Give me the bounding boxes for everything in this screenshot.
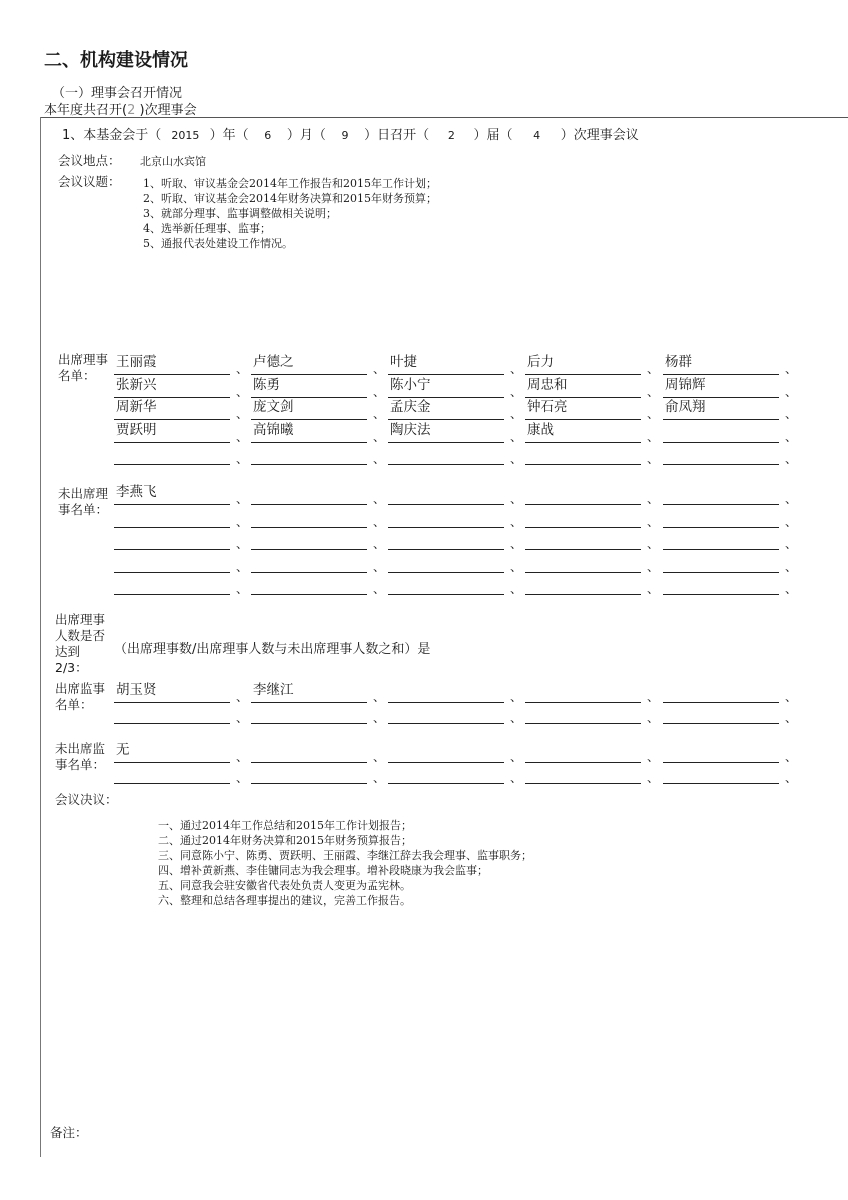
meeting-info-line (62, 124, 639, 143)
separator-mark: 、 (373, 407, 386, 421)
name-field: 陶庆法 (388, 420, 504, 443)
separator-mark: 、 (510, 514, 523, 529)
separator-mark: 、 (647, 429, 660, 444)
separator-mark: 、 (510, 362, 523, 376)
meeting-year: 2015 (171, 129, 200, 142)
name-field: 周新华 (114, 397, 230, 420)
separator-mark: 、 (236, 711, 249, 725)
separator-mark: 、 (236, 559, 249, 574)
separator-mark: 、 (236, 452, 249, 466)
name-field (525, 505, 641, 528)
name-field (388, 572, 504, 595)
name-field: 贾跃明 (114, 420, 230, 443)
name-field (388, 550, 504, 573)
separator-mark: 、 (785, 429, 798, 444)
name-field (663, 420, 779, 443)
separator-mark: 、 (373, 384, 386, 399)
name-field: 李继江 (251, 680, 367, 703)
name-field (251, 527, 367, 550)
annual-count-value: 2 (127, 103, 136, 118)
separator-mark: 、 (510, 690, 523, 704)
name-field (663, 680, 779, 703)
name-field (251, 482, 367, 505)
absent-supervisors-label: 未出席监 事名单： (55, 741, 106, 772)
separator-mark: 、 (785, 514, 798, 529)
separator-mark: 、 (647, 711, 660, 725)
separator-mark: 、 (373, 514, 386, 529)
separator-mark: 、 (373, 537, 386, 551)
name-field (114, 527, 230, 550)
annual-count-suffix: )次理事会 (135, 103, 197, 118)
name-field (251, 740, 367, 763)
name-field: 孟庆金 (388, 397, 504, 420)
name-field (525, 442, 641, 465)
meeting-day: 9 (341, 129, 349, 142)
separator-mark: 、 (510, 492, 523, 506)
meeting-day-unit: ）日召开（ (364, 128, 430, 143)
name-field (663, 505, 779, 528)
meeting-month: 6 (264, 129, 272, 142)
separator-mark: 、 (647, 537, 660, 551)
name-field: 周忠和 (525, 375, 641, 398)
separator-mark: 、 (373, 771, 386, 785)
name-field (251, 761, 367, 784)
name-field (525, 572, 641, 595)
separator-mark: 、 (647, 690, 660, 704)
name-field (388, 680, 504, 703)
separator-mark: 、 (647, 452, 660, 466)
separator-mark: 、 (373, 559, 386, 574)
meeting-term: 2 (447, 129, 455, 142)
topic-item: 3、就部分理事、监事调整做相关说明； (143, 207, 337, 220)
separator-mark: 、 (373, 711, 386, 725)
resolution-item: 六、整理和总结各理事提出的建议，完善工作报告。 (158, 894, 411, 907)
separator-mark: 、 (373, 690, 386, 704)
name-field (663, 527, 779, 550)
separator-mark: 、 (785, 492, 798, 506)
separator-mark: 、 (785, 362, 798, 376)
name-field (388, 505, 504, 528)
separator-mark: 、 (510, 582, 523, 596)
resolution-item: 一、通过2014年工作总结和2015年工作计划报告； (158, 819, 412, 832)
form-frame-top (40, 117, 848, 118)
name-field (525, 527, 641, 550)
separator-mark: 、 (785, 452, 798, 466)
separator-mark: 、 (510, 384, 523, 399)
meeting-month-unit: ）月（ (286, 128, 326, 143)
name-field: 周锦辉 (663, 375, 779, 398)
name-field (525, 701, 641, 724)
separator-mark: 、 (785, 537, 798, 551)
separator-mark: 、 (647, 514, 660, 529)
separator-mark: 、 (510, 559, 523, 574)
name-field (114, 572, 230, 595)
separator-mark: 、 (373, 492, 386, 506)
name-field (388, 740, 504, 763)
name-field (525, 680, 641, 703)
meeting-term-unit: ）届（ (473, 128, 513, 143)
name-field: 俞凤翔 (663, 397, 779, 420)
location-label: 会议地点： (58, 153, 121, 168)
separator-mark: 、 (373, 362, 386, 376)
name-field (525, 740, 641, 763)
name-field: 无 (114, 740, 230, 763)
separator-mark: 、 (785, 384, 798, 399)
name-field (663, 701, 779, 724)
name-field (251, 701, 367, 724)
name-field: 王丽霞 (114, 352, 230, 375)
name-field: 后力 (525, 352, 641, 375)
name-field: 杨群 (663, 352, 779, 375)
meeting-session: 4 (533, 129, 541, 142)
separator-mark: 、 (236, 492, 249, 506)
topic-item: 4、选举新任理事、监事； (143, 222, 271, 235)
separator-mark: 、 (373, 750, 386, 764)
name-field: 庞文剑 (251, 397, 367, 420)
name-field (388, 482, 504, 505)
separator-mark: 、 (647, 362, 660, 376)
separator-mark: 、 (785, 711, 798, 725)
separator-mark: 、 (647, 582, 660, 596)
name-field (663, 550, 779, 573)
subsection-title: （一）理事会召开情况 (52, 86, 183, 101)
quorum-label: 出席理事 人数是否 达到 2/3： (55, 612, 106, 675)
name-field (663, 740, 779, 763)
separator-mark: 、 (647, 407, 660, 421)
separator-mark: 、 (373, 582, 386, 596)
attending-directors-label: 出席理事 名单： (58, 352, 109, 383)
separator-mark: 、 (647, 750, 660, 764)
annual-meeting-count (44, 99, 197, 118)
separator-mark: 、 (236, 429, 249, 444)
separator-mark: 、 (510, 771, 523, 785)
name-field: 李燕飞 (114, 482, 230, 505)
separator-mark: 、 (510, 711, 523, 725)
name-field (663, 572, 779, 595)
resolution-item: 二、通过2014年财务决算和2015年财务预算报告； (158, 834, 412, 847)
name-field (251, 550, 367, 573)
name-field (663, 482, 779, 505)
name-field (251, 572, 367, 595)
separator-mark: 、 (373, 429, 386, 444)
separator-mark: 、 (647, 384, 660, 399)
separator-mark: 、 (236, 514, 249, 529)
name-field: 胡玉贤 (114, 680, 230, 703)
name-field: 张新兴 (114, 375, 230, 398)
name-field (388, 761, 504, 784)
name-field (114, 442, 230, 465)
separator-mark: 、 (510, 537, 523, 551)
topic-item: 1、听取、审议基金会2014年工作报告和2015年工作计划； (143, 177, 437, 190)
topics-label: 会议议题： (58, 174, 121, 189)
name-field: 钟石亮 (525, 397, 641, 420)
name-field (525, 482, 641, 505)
separator-mark: 、 (647, 771, 660, 785)
separator-mark: 、 (785, 771, 798, 785)
separator-mark: 、 (236, 537, 249, 551)
separator-mark: 、 (510, 429, 523, 444)
separator-mark: 、 (785, 559, 798, 574)
separator-mark: 、 (236, 582, 249, 596)
name-field (388, 701, 504, 724)
separator-mark: 、 (510, 452, 523, 466)
separator-mark: 、 (785, 750, 798, 764)
name-field (114, 505, 230, 528)
annual-count-prefix: 本年度共召开( (44, 103, 128, 118)
name-field (663, 761, 779, 784)
meeting-year-unit: ）年（ (209, 128, 249, 143)
separator-mark: 、 (236, 384, 249, 399)
separator-mark: 、 (647, 492, 660, 506)
name-field: 高锦曦 (251, 420, 367, 443)
resolution-item: 四、增补黄新燕、李佳镛同志为我会理事。增补段晓康为我会监事； (158, 864, 488, 877)
separator-mark: 、 (647, 559, 660, 574)
name-field (114, 550, 230, 573)
topic-item: 2、听取、审议基金会2014年财务决算和2015年财务预算； (143, 192, 437, 205)
name-field (388, 442, 504, 465)
name-field: 陈小宁 (388, 375, 504, 398)
separator-mark: 、 (373, 452, 386, 466)
name-field: 康战 (525, 420, 641, 443)
name-field: 叶捷 (388, 352, 504, 375)
name-field (251, 442, 367, 465)
name-field: 卢德之 (251, 352, 367, 375)
separator-mark: 、 (785, 407, 798, 421)
quorum-answer: （出席理事数/出席理事人数与未出席理事人数之和）是 (114, 642, 431, 657)
separator-mark: 、 (236, 771, 249, 785)
name-field (114, 701, 230, 724)
name-field (388, 527, 504, 550)
name-field (663, 442, 779, 465)
resolution-item: 五、同意我会驻安徽省代表处负责人变更为孟宪林。 (158, 879, 411, 892)
resolution-item: 三、同意陈小宁、陈勇、贾跃明、王丽霞、李继江辞去我会理事、监事职务； (158, 849, 532, 862)
separator-mark: 、 (236, 407, 249, 421)
topic-item: 5、通报代表处建设工作情况。 (143, 237, 293, 250)
absent-directors-label: 未出席理 事名单： (58, 486, 109, 517)
separator-mark: 、 (785, 690, 798, 704)
meeting-session-unit: ）次理事会议 (560, 128, 639, 143)
name-field (525, 550, 641, 573)
form-frame-left (40, 117, 41, 1157)
remarks-label: 备注： (50, 1125, 88, 1140)
location-value: 北京山水宾馆 (140, 155, 206, 168)
separator-mark: 、 (510, 750, 523, 764)
attending-supervisors-label: 出席监事 名单： (55, 681, 106, 712)
name-field: 陈勇 (251, 375, 367, 398)
separator-mark: 、 (236, 362, 249, 376)
separator-mark: 、 (236, 690, 249, 704)
separator-mark: 、 (785, 582, 798, 596)
resolutions-label: 会议决议： (55, 792, 118, 807)
name-field (525, 761, 641, 784)
section-title: 二、机构建设情况 (44, 50, 188, 71)
name-field (251, 505, 367, 528)
name-field (114, 761, 230, 784)
separator-mark: 、 (236, 750, 249, 764)
separator-mark: 、 (510, 407, 523, 421)
meeting-lead: 1、本基金会于（ (62, 128, 162, 143)
